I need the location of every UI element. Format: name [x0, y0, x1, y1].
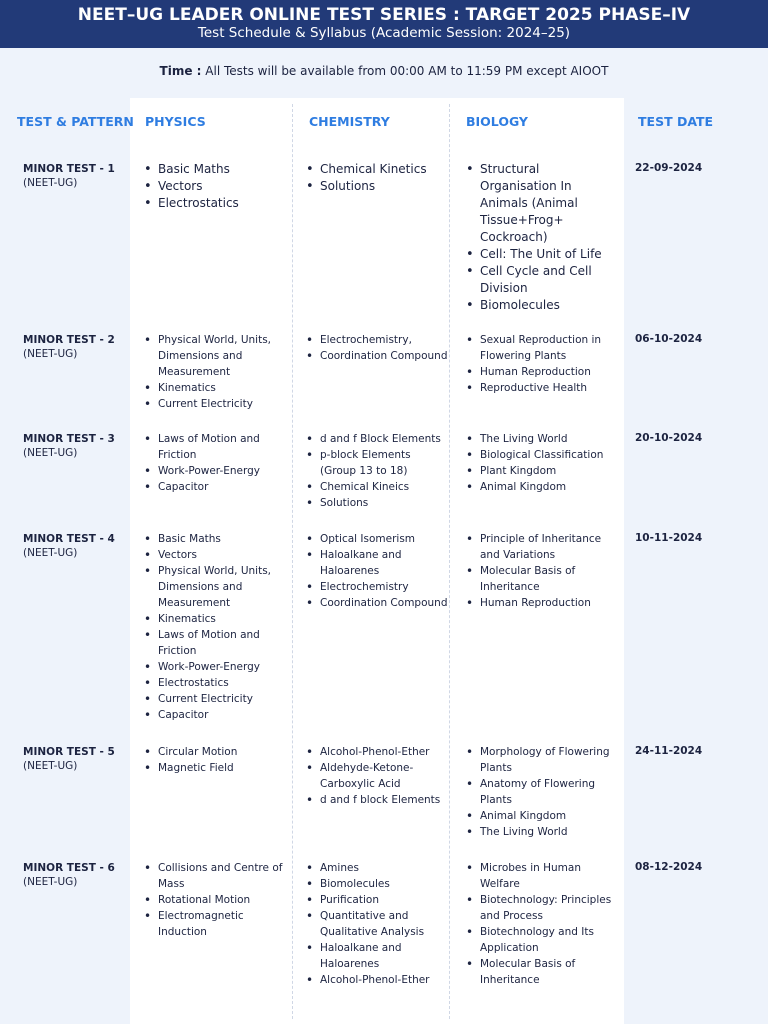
date-column-bg [624, 98, 761, 1024]
biology-topic-list [464, 332, 612, 396]
test-name-cell [23, 861, 115, 889]
chemistry-topic-list [304, 531, 449, 611]
chemistry-topic-list [304, 332, 449, 364]
biology-topic-list [464, 431, 612, 495]
topic-item: • Molecular Basis of Inheritance [464, 563, 612, 595]
time-notice-label: Time : [159, 64, 202, 78]
topic-item: • p-block Elements (Group 13 to 18) [304, 447, 449, 479]
physics-topics-cell [142, 161, 290, 212]
chemistry-topics-cell [304, 860, 449, 988]
topic-item: • Electromagnetic Induction [142, 908, 290, 940]
topic-item: • d and f block Elements [304, 792, 449, 808]
test-name: MINOR TEST - 6 [23, 862, 115, 874]
test-name-cell [23, 432, 115, 460]
physics-topics-cell [142, 531, 290, 723]
test-name: MINOR TEST - 2 [23, 334, 115, 346]
topic-item: • Electrochemistry, [304, 332, 449, 348]
topic-item: • Cell Cycle and Cell Division [464, 263, 612, 297]
biology-topics-cell [464, 744, 612, 840]
topic-item: • Current Electricity [142, 691, 290, 707]
column-divider [292, 104, 293, 1019]
topic-item: • Molecular Basis of Inheritance [464, 956, 612, 988]
physics-topics-cell [142, 431, 290, 495]
test-name-cell [23, 532, 115, 560]
test-name-cell [23, 745, 115, 773]
topic-item: • Aldehyde-Ketone-Carboxylic Acid [304, 760, 449, 792]
physics-topics-cell [142, 860, 290, 940]
biology-topics-cell [464, 332, 612, 396]
topic-item: • Coordination Compound [304, 348, 449, 364]
topic-item: • Optical Isomerism [304, 531, 449, 547]
topic-item: • Animal Kingdom [464, 808, 612, 824]
topic-item: • Chemical Kinetics [304, 161, 449, 178]
physics-topic-list [142, 161, 290, 212]
test-date: 24-11-2024 [635, 745, 703, 757]
topic-item: • Haloalkane and Haloarenes [304, 547, 449, 579]
chemistry-topic-list [304, 161, 449, 195]
biology-topic-list [464, 161, 612, 314]
physics-topics-cell [142, 332, 290, 412]
topic-item: • Current Electricity [142, 396, 290, 412]
test-date: 10-11-2024 [635, 532, 703, 544]
topic-item: • Electrostatics [142, 195, 290, 212]
topic-item: • Vectors [142, 547, 290, 563]
test-date: 20-10-2024 [635, 432, 703, 444]
physics-topic-list [142, 860, 290, 940]
physics-topic-list [142, 744, 290, 776]
test-pattern: (NEET-UG) [23, 547, 78, 559]
topic-item: • Laws of Motion and Friction [142, 627, 290, 659]
topic-item: • Amines [304, 860, 449, 876]
topic-item: • Human Reproduction [464, 595, 612, 611]
topic-item: • Anatomy of Flowering Plants [464, 776, 612, 808]
test-pattern: (NEET-UG) [23, 876, 78, 888]
biology-topic-list [464, 531, 612, 611]
chemistry-topic-list [304, 860, 449, 988]
topic-item: • Biotechnology: Principles and Process [464, 892, 612, 924]
topic-item: • d and f Block Elements [304, 431, 449, 447]
page-title: NEET–UG LEADER ONLINE TEST SERIES : TARGET 2025 PHASE–IV [77, 5, 691, 25]
topic-item: • Solutions [304, 178, 449, 195]
topic-item: • Morphology of Flowering Plants [464, 744, 612, 776]
header-physics: PHYSICS [145, 114, 206, 129]
test-name: MINOR TEST - 3 [23, 433, 115, 445]
topic-item: • Vectors [142, 178, 290, 195]
test-name: MINOR TEST - 4 [23, 533, 115, 545]
biology-topic-list [464, 744, 612, 840]
topic-item: • Alcohol-Phenol-Ether [304, 744, 449, 760]
topic-item: • Biomolecules [464, 297, 612, 314]
topic-item: • Laws of Motion and Friction [142, 431, 290, 463]
header-test-date: TEST DATE [638, 114, 714, 129]
test-name: MINOR TEST - 1 [23, 163, 115, 175]
chemistry-topic-list [304, 744, 449, 808]
biology-topics-cell [464, 161, 612, 314]
chemistry-topics-cell [304, 744, 449, 808]
header-chemistry: CHEMISTRY [309, 114, 390, 129]
topic-item: • Animal Kingdom [464, 479, 612, 495]
topic-item: • Work-Power-Energy [142, 659, 290, 675]
physics-topic-list [142, 431, 290, 495]
topic-item: • Circular Motion [142, 744, 290, 760]
test-name-cell [23, 162, 115, 190]
page-header [0, 0, 768, 48]
topic-item: • Human Reproduction [464, 364, 612, 380]
topic-item: • Electrochemistry [304, 579, 449, 595]
topic-item: • Solutions [304, 495, 449, 511]
header-biology: BIOLOGY [466, 114, 528, 129]
test-date: 08-12-2024 [635, 861, 703, 873]
topic-item: • Coordination Compound [304, 595, 449, 611]
chemistry-topics-cell [304, 161, 449, 195]
topic-item: • Physical World, Units, Dimensions and Measurement [142, 332, 290, 380]
biology-topics-cell [464, 531, 612, 611]
topic-item: • Collisions and Centre of Mass [142, 860, 290, 892]
page-subtitle: Test Schedule & Syllabus (Academic Session: 2024–25) [197, 25, 571, 41]
topic-item: • Biological Classification [464, 447, 612, 463]
chemistry-topics-cell [304, 431, 449, 511]
biology-topics-cell [464, 431, 612, 495]
topic-item: • Haloalkane and Haloarenes [304, 940, 449, 972]
topic-item: • The Living World [464, 824, 612, 840]
topic-item: • Plant Kingdom [464, 463, 612, 479]
topic-item: • Biotechnology and Its Application [464, 924, 612, 956]
chemistry-topics-cell [304, 531, 449, 611]
topic-item: • Basic Maths [142, 531, 290, 547]
test-date: 06-10-2024 [635, 333, 703, 345]
chemistry-topics-cell [304, 332, 449, 364]
topic-item: • Capacitor [142, 479, 290, 495]
topic-item: • Reproductive Health [464, 380, 612, 396]
test-pattern: (NEET-UG) [23, 177, 78, 189]
biology-topics-cell [464, 860, 612, 988]
test-pattern: (NEET-UG) [23, 447, 78, 459]
time-notice-text: All Tests will be available from 00:00 AM to 11:59 PM except AIOOT [205, 64, 609, 78]
topic-item: • The Living World [464, 431, 612, 447]
topic-item: • Sexual Reproduction in Flowering Plants [464, 332, 612, 364]
topic-item: • Electrostatics [142, 675, 290, 691]
topic-item: • Capacitor [142, 707, 290, 723]
time-notice [0, 48, 768, 94]
test-date: 22-09-2024 [635, 162, 703, 174]
physics-topics-cell [142, 744, 290, 776]
test-name: MINOR TEST - 5 [23, 746, 115, 758]
topic-item: • Basic Maths [142, 161, 290, 178]
topic-item: • Rotational Motion [142, 892, 290, 908]
physics-topic-list [142, 332, 290, 412]
topic-item: • Alcohol-Phenol-Ether [304, 972, 449, 988]
topic-item: • Chemical Kineics [304, 479, 449, 495]
topic-item: • Principle of Inheritance and Variations [464, 531, 612, 563]
test-name-cell [23, 333, 115, 361]
topic-item: • Microbes in Human Welfare [464, 860, 612, 892]
topic-item: • Kinematics [142, 380, 290, 396]
chemistry-topic-list [304, 431, 449, 511]
test-pattern: (NEET-UG) [23, 760, 78, 772]
topic-item: • Quantitative and Qualitative Analysis [304, 908, 449, 940]
test-pattern: (NEET-UG) [23, 348, 78, 360]
topic-item: • Kinematics [142, 611, 290, 627]
column-divider [449, 104, 450, 1019]
topic-item: • Cell: The Unit of Life [464, 246, 612, 263]
physics-topic-list [142, 531, 290, 723]
topic-item: • Purification [304, 892, 449, 908]
topic-item: • Biomolecules [304, 876, 449, 892]
biology-topic-list [464, 860, 612, 988]
topic-item: • Magnetic Field [142, 760, 290, 776]
header-test-pattern: TEST & PATTERN [17, 114, 134, 129]
topic-item: • Work-Power-Energy [142, 463, 290, 479]
topic-item: • Physical World, Units, Dimensions and Measurement [142, 563, 290, 611]
topic-item: • Structural Organisation In Animals (Animal Tissue+Frog+ Cockroach) [464, 161, 612, 246]
